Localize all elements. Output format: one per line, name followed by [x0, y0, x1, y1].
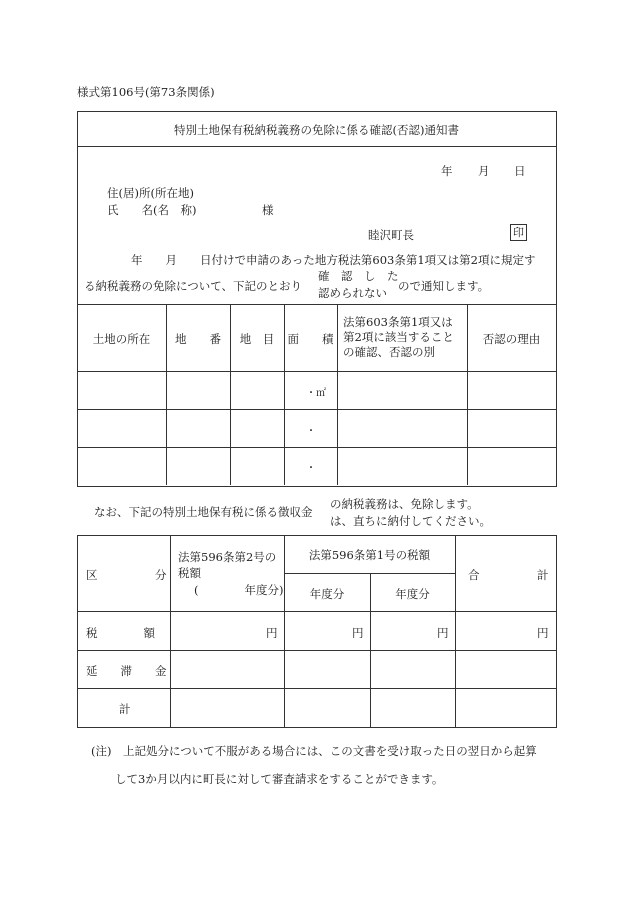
- date-month: 月: [478, 164, 490, 178]
- date-day: 日: [514, 164, 526, 178]
- header-year1: 年度分: [309, 587, 345, 601]
- land-table-top: [77, 304, 556, 305]
- body-suffix: ので通知します。: [398, 279, 490, 293]
- tax-col-divider: [455, 535, 456, 727]
- land-table-header-bottom: [77, 371, 556, 372]
- header-year2: 年度分: [395, 587, 430, 601]
- body-option-confirmed: 確 認 し た: [318, 269, 399, 283]
- name-label: 氏 名(名 称): [107, 203, 197, 217]
- body-line1: 年 月 日付けで申請のあった地方税法第603条第1項又は第2項に規定す: [131, 253, 536, 267]
- tax-col-divider: [284, 535, 285, 727]
- header-denial-reason: 否認の理由: [482, 332, 541, 346]
- land-table-row2-bottom: [77, 447, 556, 448]
- header-land-category: 地 目: [239, 332, 275, 346]
- issuer: 睦沢町長: [368, 228, 414, 242]
- note-line1: (注) 上記処分について不服がある場合には、この文書を受け取った日の翌日から起算: [91, 744, 537, 758]
- tax-row1-bottom: [77, 650, 556, 651]
- land-col-divider: [337, 304, 338, 485]
- area-cell: ・㎡: [306, 388, 326, 399]
- row-sum: 計: [119, 702, 131, 716]
- title-divider: [77, 146, 556, 147]
- header-596-2-line2: 税額: [178, 566, 201, 580]
- header-kubun: 区 分: [86, 568, 167, 582]
- header-confirmation: 法第603条第1項又は第2項に該当することの確認、否認の別: [343, 315, 454, 359]
- row-late-fee: 延 滞 金: [86, 664, 167, 678]
- tax-row2-bottom: [77, 688, 556, 689]
- yen-unit: 円: [352, 626, 364, 640]
- header-596-2-line3: ( 年度分): [194, 583, 284, 597]
- body-line2: る納税義務の免除について、下記のとおり: [84, 279, 303, 293]
- header-total: 合 計: [468, 568, 549, 582]
- yen-unit: 円: [437, 626, 449, 640]
- header-location: 土地の所在: [92, 332, 151, 346]
- seal-mark: 印: [510, 224, 527, 241]
- notice-prefix: なお、下記の特別土地保有税に係る徴収金: [94, 505, 313, 519]
- body-option-denied: 認められない: [318, 286, 387, 300]
- notice-option-pay: は、直ちに納付してください。: [330, 514, 491, 528]
- yen-unit: 円: [266, 626, 278, 640]
- header-596-1: 法第596条第1号の税額: [308, 548, 431, 562]
- land-table-row1-bottom: [77, 409, 556, 410]
- notice-option-exempt: の納税義務は、免除します。: [330, 497, 479, 511]
- note-line2: して3か月以内に町長に対して審査請求をすることができます。: [115, 772, 444, 786]
- header-596-2-line1: 法第596条第2号の: [178, 550, 277, 564]
- area-cell: ・: [306, 463, 316, 474]
- row-tax-amount: 税 額: [86, 626, 155, 640]
- yen-unit: 円: [537, 626, 549, 640]
- sama-label: 様: [262, 203, 274, 217]
- date-year: 年: [441, 164, 453, 178]
- tax-header-bottom: [77, 611, 556, 612]
- area-cell: ・: [306, 426, 316, 437]
- form-number: 様式第106号(第73条関係): [77, 85, 215, 99]
- tax-col-divider: [170, 535, 171, 727]
- document-title: 特別土地保有税納税義務の免除に係る確認(否認)通知書: [174, 123, 459, 137]
- header-area: 面 積: [287, 332, 334, 346]
- address-label: 住(居)所(所在地): [107, 186, 194, 200]
- header-lot-number: 地 番: [175, 332, 221, 346]
